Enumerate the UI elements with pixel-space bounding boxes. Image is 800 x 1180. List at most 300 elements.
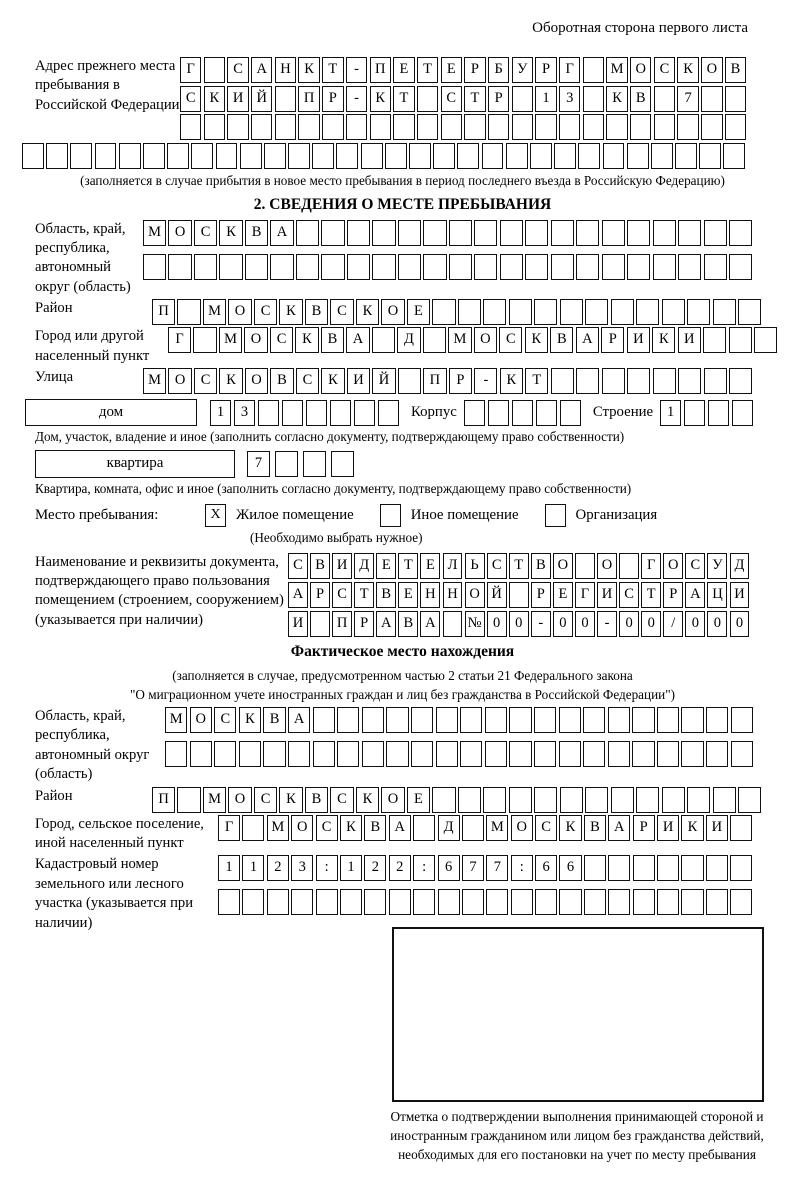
prev-address-row-3: [180, 114, 749, 140]
char-cell: [362, 707, 384, 733]
char-cell: [687, 299, 710, 325]
char-cell: В: [584, 815, 606, 841]
char-cell: [386, 741, 408, 767]
char-cell: [662, 299, 685, 325]
char-cell: [251, 114, 272, 140]
char-cell: [433, 143, 455, 169]
char-cell: Г: [168, 327, 191, 353]
actual-city-row: [218, 815, 755, 841]
char-cell: [275, 86, 296, 112]
char-cell: [22, 143, 44, 169]
char-cell: [177, 787, 200, 813]
char-cell: Е: [441, 57, 462, 83]
char-cell: [632, 741, 654, 767]
char-cell: [535, 114, 556, 140]
char-cell: К: [677, 57, 698, 83]
char-cell: [296, 220, 319, 246]
char-cell: Й: [372, 368, 395, 394]
char-cell: [177, 299, 200, 325]
char-cell: [361, 143, 383, 169]
char-cell: [551, 254, 574, 280]
char-cell: 0: [575, 611, 595, 637]
char-cell: [706, 707, 728, 733]
char-cell: [681, 889, 703, 915]
char-cell: 1: [535, 86, 556, 112]
char-cell: О: [244, 327, 267, 353]
char-cell: П: [423, 368, 446, 394]
char-cell: В: [270, 368, 293, 394]
char-cell: [423, 220, 446, 246]
char-cell: [242, 815, 264, 841]
char-cell: С: [270, 327, 293, 353]
char-cell: К: [340, 815, 362, 841]
char-cell: [346, 114, 367, 140]
apartment-row: [35, 450, 770, 478]
char-cell: -: [474, 368, 497, 394]
char-cell: [275, 451, 298, 477]
char-cell: [554, 143, 576, 169]
char-cell: [704, 220, 727, 246]
korpus-label: Корпус: [411, 404, 457, 421]
char-cell: 0: [641, 611, 661, 637]
char-cell: [485, 707, 507, 733]
char-cell: [70, 143, 92, 169]
char-cell: О: [291, 815, 313, 841]
char-cell: О: [701, 57, 722, 83]
char-cell: К: [525, 327, 548, 353]
city-block: [35, 327, 770, 366]
char-cell: [611, 787, 634, 813]
prev-address-row-4: [22, 143, 770, 169]
char-cell: Р: [464, 57, 485, 83]
char-cell: Ц: [707, 582, 727, 608]
char-cell: [438, 889, 460, 915]
char-cell: [729, 368, 752, 394]
char-cell: [611, 299, 634, 325]
char-cell: [619, 553, 639, 579]
char-cell: [559, 114, 580, 140]
char-cell: [706, 889, 728, 915]
char-cell: А: [389, 815, 411, 841]
char-cell: [214, 741, 236, 767]
char-cell: К: [295, 327, 318, 353]
char-cell: О: [168, 368, 191, 394]
char-cell: [331, 451, 354, 477]
char-cell: К: [559, 815, 581, 841]
char-cell: В: [364, 815, 386, 841]
char-cell: [462, 815, 484, 841]
char-cell: И: [227, 86, 248, 112]
char-cell: [657, 707, 679, 733]
char-cell: [204, 114, 225, 140]
char-cell: [657, 889, 679, 915]
char-cell: С: [227, 57, 248, 83]
char-cell: [678, 220, 701, 246]
char-cell: Н: [275, 57, 296, 83]
char-cell: :: [316, 855, 338, 881]
char-cell: В: [725, 57, 746, 83]
char-cell: Г: [559, 57, 580, 83]
confirmation-block: [387, 927, 767, 1165]
char-cell: [701, 86, 722, 112]
char-cell: [337, 741, 359, 767]
char-cell: Е: [393, 57, 414, 83]
char-cell: [306, 400, 327, 426]
char-cell: 3: [559, 86, 580, 112]
char-cell: М: [143, 220, 166, 246]
char-cell: С: [441, 86, 462, 112]
char-cell: [730, 889, 752, 915]
region-block: [35, 220, 770, 298]
char-cell: Р: [633, 815, 655, 841]
char-cell: [509, 787, 532, 813]
char-cell: [264, 143, 286, 169]
char-cell: К: [279, 787, 302, 813]
char-cell: Н: [420, 582, 440, 608]
char-cell: Т: [322, 57, 343, 83]
char-cell: О: [597, 553, 617, 579]
char-cell: Д: [730, 553, 750, 579]
char-cell: [432, 299, 455, 325]
char-cell: А: [288, 707, 310, 733]
char-cell: [704, 254, 727, 280]
char-cell: 1: [340, 855, 362, 881]
char-cell: 0: [707, 611, 727, 637]
char-cell: [509, 299, 532, 325]
char-cell: 7: [677, 86, 698, 112]
char-cell: 3: [291, 855, 313, 881]
char-cell: Е: [420, 553, 440, 579]
char-cell: С: [332, 582, 352, 608]
char-cell: В: [263, 707, 285, 733]
char-cell: [460, 741, 482, 767]
char-cell: -: [346, 86, 367, 112]
confirmation-stamp-box: [392, 927, 764, 1102]
char-cell: [657, 741, 679, 767]
char-cell: [321, 254, 344, 280]
char-cell: Р: [354, 611, 374, 637]
char-cell: [180, 114, 201, 140]
char-cell: [464, 400, 485, 426]
char-cell: [441, 114, 462, 140]
char-cell: О: [630, 57, 651, 83]
cadastral-label: Кадастровый номер земельного или лесного участка (указывается при наличии): [35, 856, 194, 931]
option-label-zhiloe: Жилое помещение: [236, 507, 354, 524]
stay-type-label: Место пребывания:: [35, 507, 159, 524]
char-cell: [530, 143, 552, 169]
char-cell: [584, 889, 606, 915]
region-row-2: [143, 254, 755, 280]
char-cell: И: [347, 368, 370, 394]
char-cell: [488, 400, 509, 426]
char-cell: [500, 220, 523, 246]
char-cell: И: [657, 815, 679, 841]
char-cell: [699, 143, 721, 169]
char-cell: Г: [641, 553, 661, 579]
char-cell: [386, 707, 408, 733]
cadastral-row-2: [218, 889, 755, 915]
char-cell: [725, 86, 746, 112]
prev-address-label: Адрес прежнего места пребывания в Российской Федерации: [35, 58, 180, 113]
char-cell: [687, 787, 710, 813]
char-cell: И: [332, 553, 352, 579]
option-label-inoe: Иное помещение: [410, 507, 519, 524]
char-cell: Н: [443, 582, 463, 608]
char-cell: М: [267, 815, 289, 841]
char-cell: И: [706, 815, 728, 841]
apartment-note: Квартира, комната, офис и иное (заполнить согласно документу, подтверждающему право собственности): [35, 481, 632, 497]
street-row: [143, 368, 755, 394]
char-cell: [684, 400, 705, 426]
char-cell: Р: [449, 368, 472, 394]
house-cells: [210, 400, 402, 426]
char-cell: М: [219, 327, 242, 353]
char-cell: [729, 327, 752, 353]
char-cell: [678, 368, 701, 394]
char-cell: [167, 143, 189, 169]
char-cell: К: [356, 787, 379, 813]
char-cell: Р: [322, 86, 343, 112]
char-cell: 0: [685, 611, 705, 637]
char-cell: [583, 86, 604, 112]
street-block: [35, 368, 770, 394]
char-cell: А: [685, 582, 705, 608]
char-cell: [701, 114, 722, 140]
char-cell: О: [511, 815, 533, 841]
char-cell: Е: [398, 582, 418, 608]
option-label-organizaciya: Организация: [575, 507, 658, 524]
char-cell: [191, 143, 213, 169]
prev-address-block: [35, 57, 770, 140]
char-cell: С: [180, 86, 201, 112]
char-cell: 0: [619, 611, 639, 637]
char-cell: [583, 57, 604, 83]
char-cell: И: [288, 611, 308, 637]
char-cell: [312, 143, 334, 169]
stay-type-note: (Необходимо выбрать нужное): [250, 530, 423, 546]
char-cell: [627, 254, 650, 280]
char-cell: [534, 741, 556, 767]
char-cell: [486, 889, 508, 915]
char-cell: [627, 368, 650, 394]
char-cell: О: [553, 553, 573, 579]
char-cell: Р: [531, 582, 551, 608]
char-cell: [654, 86, 675, 112]
char-cell: [372, 220, 395, 246]
char-cell: [313, 741, 335, 767]
char-cell: [559, 707, 581, 733]
char-cell: [585, 299, 608, 325]
checkbox-zhiloe: X: [205, 504, 226, 527]
char-cell: [242, 889, 264, 915]
char-cell: [239, 741, 261, 767]
actual-city-label: Город, сельское поселение, иной населенный пункт: [35, 815, 204, 851]
char-cell: [413, 815, 435, 841]
header-note: Оборотная сторона первого листа: [532, 20, 748, 36]
cadastral-row-1: [218, 855, 755, 881]
char-cell: [560, 400, 581, 426]
actual-region-row-1: [165, 707, 755, 733]
char-cell: И: [730, 582, 750, 608]
prev-address-rows: [180, 57, 749, 140]
char-cell: С: [316, 815, 338, 841]
char-cell: [46, 143, 68, 169]
char-cell: Т: [641, 582, 661, 608]
char-cell: [143, 254, 166, 280]
cadastral-block: [35, 855, 770, 933]
region-row-1: [143, 220, 755, 246]
char-cell: [483, 299, 506, 325]
char-cell: К: [370, 86, 391, 112]
actual-location-title: Фактическое место нахождения: [290, 642, 515, 660]
char-cell: К: [219, 368, 242, 394]
stroenie-label: Строение: [592, 404, 654, 421]
char-cell: [583, 707, 605, 733]
char-cell: [460, 707, 482, 733]
char-cell: А: [420, 611, 440, 637]
char-cell: -: [597, 611, 617, 637]
char-cell: И: [627, 327, 650, 353]
char-cell: [559, 741, 581, 767]
title-document-label: Наименование и реквизиты документа, подтверждающего право пользования помещением (строением, сооружением) (указывается при наличии): [35, 553, 284, 628]
char-cell: [636, 299, 659, 325]
char-cell: №: [465, 611, 485, 637]
char-cell: [509, 707, 531, 733]
char-cell: К: [606, 86, 627, 112]
char-cell: [534, 787, 557, 813]
char-cell: [576, 368, 599, 394]
char-cell: [270, 254, 293, 280]
char-cell: [730, 855, 752, 881]
section2-title: 2. СВЕДЕНИЯ О МЕСТЕ ПРЕБЫВАНИЯ: [253, 195, 552, 213]
char-cell: [330, 400, 351, 426]
char-cell: С: [487, 553, 507, 579]
char-cell: [730, 815, 752, 841]
char-cell: П: [332, 611, 352, 637]
char-cell: [291, 889, 313, 915]
char-cell: 1: [242, 855, 264, 881]
char-cell: [681, 855, 703, 881]
char-cell: П: [370, 57, 391, 83]
char-cell: 7: [462, 855, 484, 881]
char-cell: В: [398, 611, 418, 637]
char-cell: [417, 114, 438, 140]
char-cell: [364, 889, 386, 915]
char-cell: [310, 611, 330, 637]
char-cell: У: [512, 57, 533, 83]
char-cell: [423, 254, 446, 280]
char-cell: [583, 741, 605, 767]
char-cell: К: [356, 299, 379, 325]
char-cell: [681, 741, 703, 767]
char-cell: [347, 254, 370, 280]
char-cell: 7: [486, 855, 508, 881]
char-cell: [457, 143, 479, 169]
char-cell: Т: [417, 57, 438, 83]
char-cell: А: [376, 611, 396, 637]
char-cell: [603, 143, 625, 169]
char-cell: Е: [376, 553, 396, 579]
char-cell: [575, 553, 595, 579]
char-cell: [423, 327, 446, 353]
char-cell: [738, 299, 761, 325]
char-cell: [417, 86, 438, 112]
char-cell: 2: [389, 855, 411, 881]
char-cell: [551, 368, 574, 394]
char-cell: М: [165, 707, 187, 733]
char-cell: /: [663, 611, 683, 637]
char-cell: 3: [234, 400, 255, 426]
char-cell: [704, 368, 727, 394]
char-cell: [227, 114, 248, 140]
char-cell: [474, 254, 497, 280]
checkbox-organizaciya: [545, 504, 566, 527]
char-cell: [372, 254, 395, 280]
char-cell: 1: [660, 400, 681, 426]
char-cell: [585, 787, 608, 813]
char-cell: Р: [601, 327, 624, 353]
char-cell: [536, 400, 557, 426]
house-note: Дом, участок, владение и иное (заполнить согласно документу, подтверждающему право собственности): [35, 429, 625, 445]
char-cell: [654, 114, 675, 140]
char-cell: [608, 855, 630, 881]
char-cell: [627, 220, 650, 246]
char-cell: [584, 855, 606, 881]
prev-address-note: (заполняется в случае прибытия в новое место пребывания в период последнего въезда в Российскую Федерацию): [80, 172, 725, 188]
char-cell: [398, 220, 421, 246]
char-cell: [662, 787, 685, 813]
char-cell: [340, 889, 362, 915]
char-cell: [560, 787, 583, 813]
char-cell: [204, 57, 225, 83]
char-cell: [675, 143, 697, 169]
char-cell: Р: [663, 582, 683, 608]
char-cell: М: [486, 815, 508, 841]
stroenie-cells: [660, 400, 756, 426]
char-cell: [636, 787, 659, 813]
char-cell: [602, 254, 625, 280]
char-cell: [413, 889, 435, 915]
char-cell: А: [346, 327, 369, 353]
char-cell: [512, 114, 533, 140]
char-cell: [411, 741, 433, 767]
char-cell: [275, 114, 296, 140]
char-cell: [216, 143, 238, 169]
char-cell: [458, 787, 481, 813]
stay-type-row: [35, 504, 770, 527]
char-cell: [322, 114, 343, 140]
char-cell: Е: [407, 299, 430, 325]
char-cell: [559, 889, 581, 915]
char-cell: С: [619, 582, 639, 608]
char-cell: [219, 254, 242, 280]
char-cell: :: [511, 855, 533, 881]
char-cell: [653, 368, 676, 394]
district-label: Район: [35, 300, 73, 317]
char-cell: [602, 220, 625, 246]
char-cell: 2: [267, 855, 289, 881]
city-row: [168, 327, 780, 353]
char-cell: Т: [464, 86, 485, 112]
char-cell: [729, 220, 752, 246]
char-cell: Т: [393, 86, 414, 112]
city-label: Город или другой населенный пункт: [35, 328, 150, 364]
char-cell: С: [296, 368, 319, 394]
char-cell: О: [190, 707, 212, 733]
char-cell: 0: [487, 611, 507, 637]
char-cell: [398, 368, 421, 394]
char-cell: [168, 254, 191, 280]
